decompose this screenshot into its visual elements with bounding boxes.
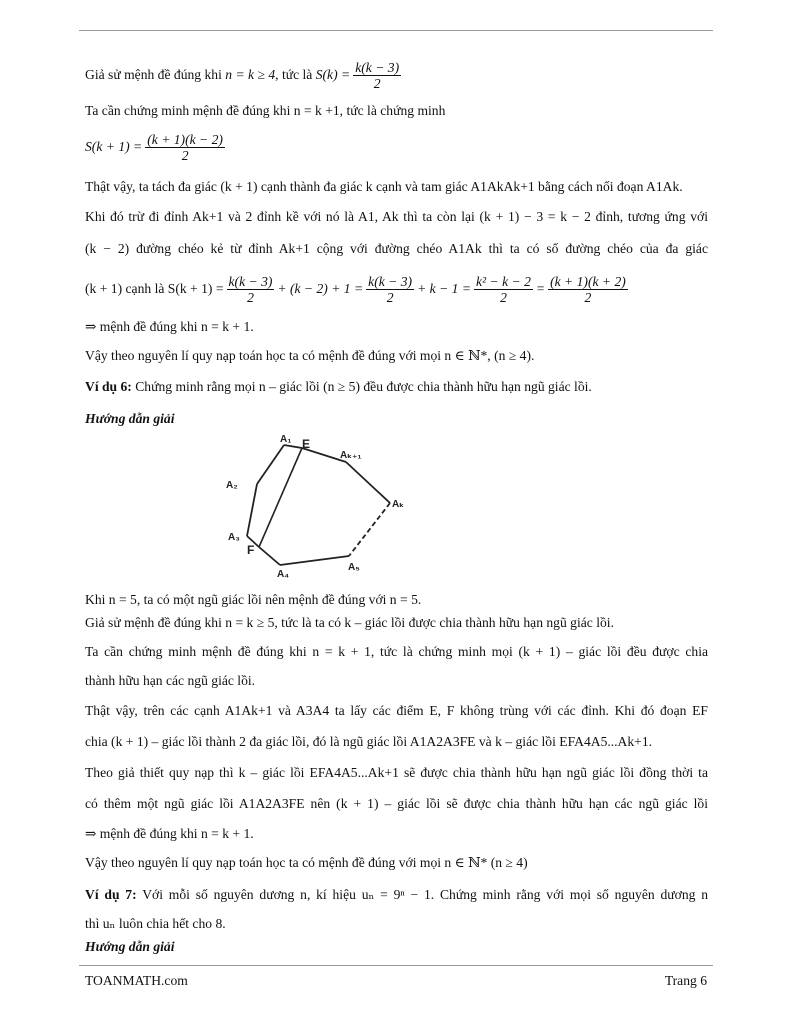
math-expression: + (k − 2) + 1 = bbox=[277, 281, 364, 296]
text-line: Vậy theo nguyên lí quy nạp toán học ta có mệnh đề đúng với mọi n ∈ ℕ*, (n ≥ 4). bbox=[85, 348, 535, 363]
label-a4: A₄ bbox=[277, 569, 289, 580]
text-line bbox=[85, 886, 708, 903]
text-line bbox=[85, 270, 708, 308]
fraction bbox=[474, 274, 533, 305]
math-expression: + k − 1 = bbox=[417, 281, 472, 296]
label-a3: A₃ bbox=[228, 532, 240, 543]
solution-heading: Hướng dẫn giải bbox=[85, 939, 175, 954]
label-a5: A₅ bbox=[348, 562, 360, 573]
footer-rule bbox=[79, 965, 713, 966]
math-expression: n = k ≥ 4 bbox=[225, 67, 276, 82]
text-fragment: Với mỗi số nguyên dương n, kí hiệu uₙ = 9ⁿ − 1. Chứng minh rằng với mọi số nguyên dương n bbox=[136, 887, 709, 902]
fraction-denominator: 2 bbox=[181, 148, 189, 164]
fraction bbox=[145, 132, 225, 163]
text-line bbox=[85, 56, 708, 94]
text-line: thì uₙ luôn chia hết cho 8. bbox=[85, 916, 226, 931]
edge-a4-f bbox=[259, 547, 280, 565]
edge-a5-a4 bbox=[280, 556, 349, 565]
text-line: Ta cần chứng minh mệnh đề đúng khi n = k + 1, tức là chứng minh mọi (k + 1) – giác lồi đều được chia bbox=[85, 644, 708, 659]
fraction-numerator: k² − k − 2 bbox=[476, 274, 531, 290]
fraction-denominator: 2 bbox=[500, 290, 507, 306]
math-expression: = bbox=[535, 281, 546, 296]
text-line: Giả sử mệnh đề đúng khi n = k ≥ 5, tức là ta có k – giác lồi được chia thành hữu hạn ngũ giác lồi. bbox=[85, 615, 614, 630]
fraction-denominator: 2 bbox=[386, 290, 394, 306]
text-fragment: Chứng minh rằng mọi n – giác lồi (n ≥ 5) đều được chia thành hữu hạn ngũ giác lồi. bbox=[131, 379, 592, 394]
solution-heading: Hướng dẫn giải bbox=[85, 411, 175, 426]
example-label: Ví dụ 6: bbox=[85, 379, 132, 394]
label-f: F bbox=[247, 543, 255, 557]
text-line: (k − 2) đường chéo kẻ từ đỉnh Ak+1 cộng với đường chéo A1Ak thì ta có số đường chéo của đa giác bbox=[85, 241, 708, 256]
fraction-numerator: (k + 1)(k + 2) bbox=[550, 274, 626, 290]
fraction bbox=[353, 60, 401, 91]
math-expression: S(k + 1) = bbox=[85, 139, 143, 154]
text-line: ⇒ mệnh đề đúng khi n = k + 1. bbox=[85, 826, 254, 841]
label-a2: A₂ bbox=[226, 480, 238, 491]
fraction bbox=[227, 274, 275, 305]
footer-site: TOANMATH.com bbox=[85, 973, 188, 988]
fraction-denominator: 2 bbox=[584, 290, 592, 306]
edge-a2-a1 bbox=[257, 445, 284, 484]
fraction bbox=[366, 274, 414, 305]
label-ak1: Aₖ₊₁ bbox=[340, 450, 362, 461]
example-label: Ví dụ 7: bbox=[85, 887, 137, 902]
text-fragment: (k + 1) cạnh là S(k + 1) = bbox=[85, 281, 224, 296]
text-line: Khi đó trừ đi đỉnh Ak+1 và 2 đỉnh kề với nó là A1, Ak thì ta còn lại (k + 1) − 3 = k − 2 đỉnh, tương ứng với bbox=[85, 209, 708, 224]
edge-ak1-ak bbox=[346, 462, 390, 503]
text-line: Thật vậy, trên các cạnh A1Ak+1 và A3A4 ta lấy các điểm E, F không trùng với các đỉnh. Khi đó đoạn EF bbox=[85, 703, 708, 718]
text-line: chia (k + 1) – giác lồi thành 2 đa giác lồi, đó là ngũ giác lồi A1A2A3FE và k – giác lồi EFA4A5...Ak+1. bbox=[85, 734, 653, 749]
label-e: E bbox=[302, 437, 311, 451]
text-line bbox=[85, 128, 708, 166]
fraction-denominator: 2 bbox=[247, 290, 254, 306]
math-expression: S(k) = bbox=[315, 67, 351, 82]
label-a1: A₁ bbox=[280, 434, 292, 445]
fraction-denominator: 2 bbox=[373, 76, 381, 92]
text-line: Theo giả thiết quy nạp thì k – giác lồi EFA4A5...Ak+1 sẽ được chia thành hữu hạn ngũ giác lồi đồng thời ta bbox=[85, 765, 708, 780]
text-line: Ta cần chứng minh mệnh đề đúng khi n = k +1, tức là chứng minh bbox=[85, 103, 446, 118]
fraction-numerator: k(k − 3) bbox=[368, 274, 413, 290]
fraction-numerator: (k + 1)(k − 2) bbox=[147, 132, 223, 148]
text-line: ⇒ mệnh đề đúng khi n = k + 1. bbox=[85, 319, 254, 334]
text-line: có thêm một ngũ giác lồi A1A2A3FE nên (k + 1) – giác lồi sẽ được chia thành hữu hạn các ngũ giác lồi bbox=[85, 796, 708, 811]
text-fragment: Giả sử mệnh đề đúng khi bbox=[85, 67, 222, 82]
fraction-numerator: k(k − 3) bbox=[355, 60, 400, 76]
fraction-numerator: k(k − 3) bbox=[228, 274, 273, 290]
text-line: Khi n = 5, ta có một ngũ giác lồi nên mệnh đề đúng với n = 5. bbox=[85, 592, 422, 607]
text-line bbox=[85, 378, 708, 395]
text-fragment: , tức là bbox=[275, 67, 313, 82]
text-line: Thật vậy, ta tách đa giác (k + 1) cạnh thành đa giác k cạnh và tam giác A1AkAk+1 bằng cách nối đoạn A1Ak. bbox=[85, 179, 683, 194]
fraction bbox=[548, 274, 628, 305]
header-rule bbox=[79, 30, 713, 31]
edge-a3-a2 bbox=[247, 484, 257, 536]
polygon-figure bbox=[222, 432, 422, 582]
footer-page-number: Trang 6 bbox=[664, 973, 707, 988]
text-line: thành hữu hạn các ngũ giác lồi. bbox=[85, 673, 256, 688]
segment-ef bbox=[259, 448, 302, 547]
edge-a1-e bbox=[284, 445, 302, 448]
text-line: Vậy theo nguyên lí quy nạp toán học ta có mệnh đề đúng với mọi n ∈ ℕ* (n ≥ 4) bbox=[85, 855, 528, 870]
edge-ak-a5-dashed bbox=[349, 503, 390, 556]
label-ak: Aₖ bbox=[392, 499, 405, 510]
